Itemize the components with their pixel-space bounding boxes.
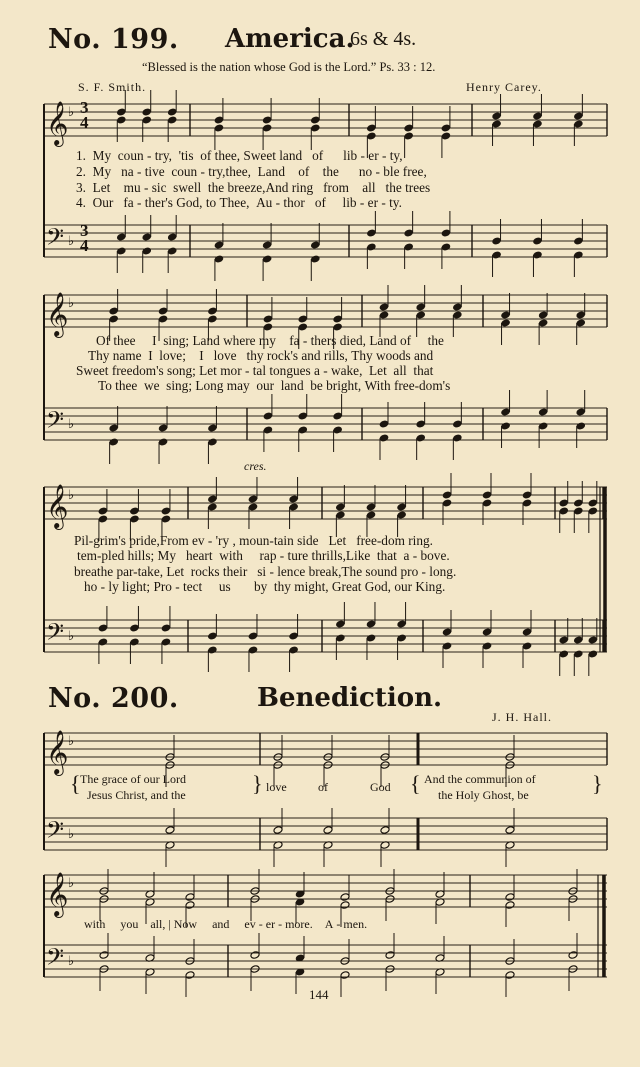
- note-alto-s3-5: [289, 503, 299, 529]
- note-treble-s1-0: [116, 90, 126, 116]
- note-bass-s2-4: [298, 426, 308, 452]
- note-treble-s2-5: [333, 297, 343, 323]
- time-signature-bass: 3 4: [80, 221, 89, 255]
- benediction-text-1a: The grace of our Lord: [80, 772, 186, 786]
- note-tenor-s3-7: [366, 602, 376, 628]
- note-bass-s3-1: [129, 638, 139, 664]
- note-bass-s3-5: [289, 646, 299, 672]
- note-alto-s3-10: [482, 499, 492, 525]
- brace-right-1: }: [592, 771, 603, 796]
- note-treble-s3-5: [289, 477, 299, 503]
- note-bass-s1-10: [532, 251, 542, 277]
- note-tenor-s3-8: [397, 602, 407, 628]
- note-bass-s2-7: [416, 434, 426, 460]
- key-flat-bass-b1: ♭: [68, 827, 75, 842]
- chant-note-tenor-l2-7: [435, 936, 445, 962]
- note-tenor-s3-5: [289, 614, 299, 640]
- chant-note-tenor-l1-2: [323, 808, 333, 834]
- note-treble-s2-1: [158, 289, 168, 315]
- note-tenor-s2-2: [207, 406, 217, 432]
- note-alto-s1-5: [310, 124, 320, 150]
- note-bass-s1-5: [310, 255, 320, 281]
- note-bass-s2-8: [452, 434, 462, 460]
- chant-note-bass-l1-0: [165, 841, 175, 867]
- page-number: 144: [309, 987, 329, 1002]
- note-alto-s1-4: [262, 124, 272, 150]
- hymn-199-music-credit: Henry Carey.: [466, 80, 542, 94]
- benediction-text-1c: And the communion of: [424, 772, 536, 786]
- note-bass-s1-6: [366, 243, 376, 269]
- chant-note-bass-l2-4: [295, 968, 305, 994]
- note-tenor-s3-10: [482, 610, 492, 636]
- note-alto-s1-0: [116, 116, 126, 142]
- chant-note-treble-l2-8: [505, 875, 515, 901]
- note-treble-s2-0: [109, 289, 119, 315]
- note-tenor-s1-1: [142, 215, 152, 241]
- note-alto-s1-2: [167, 116, 177, 142]
- chant-note-treble-l2-7: [435, 872, 445, 898]
- verse-4-line-2: To thee we sing; Long may our land be bright, With free-dom's: [98, 378, 451, 393]
- key-flat-bass-s2: ♭: [68, 417, 75, 432]
- note-tenor-s2-3: [263, 394, 273, 420]
- note-bass-s1-4: [262, 255, 272, 281]
- treble-clef-s2: 𝄞: [46, 292, 69, 336]
- note-alto-s3-4: [248, 503, 258, 529]
- note-tenor-s3-13: [573, 618, 583, 644]
- chant-note-alto-l2-8: [505, 901, 515, 927]
- note-bass-s2-2: [207, 438, 217, 464]
- staff-treble-s1: [44, 104, 607, 136]
- note-tenor-s3-4: [248, 614, 258, 640]
- note-treble-s2-6: [379, 285, 389, 311]
- verse-2-line-1: 2. My na - tive coun - try,thee, Land of the no - ble free,: [76, 164, 427, 179]
- verse-3-line-1: 3. Let mu - sic swell the breeze,And ring from all the trees: [76, 180, 431, 195]
- note-bass-s1-11: [573, 251, 583, 277]
- note-tenor-s3-0: [98, 606, 108, 632]
- hymn-199-words-credit: S. F. Smith.: [78, 80, 147, 94]
- treble-clef-s1: 𝄞: [46, 101, 69, 145]
- benediction-love: love: [266, 780, 287, 794]
- note-bass-s1-1: [142, 247, 152, 273]
- benediction-line-2: with you all, | Now and ev - er - more. A - men.: [84, 917, 368, 931]
- note-treble-s1-3: [214, 98, 224, 124]
- treble-clef-b2: 𝄞: [46, 872, 69, 916]
- note-tenor-s1-6: [366, 211, 376, 237]
- note-tenor-s3-12: [559, 618, 569, 644]
- note-bass-s1-0: [116, 247, 126, 273]
- chant-note-bass-l2-1: [145, 968, 155, 994]
- key-flat-treble-s2: ♭: [68, 296, 75, 311]
- note-alto-s3-3: [207, 503, 217, 529]
- note-alto-s1-7: [404, 132, 414, 158]
- note-treble-s3-3: [207, 477, 217, 503]
- hymn-200-title: Benediction.: [257, 683, 443, 713]
- note-bass-s2-5: [333, 426, 343, 452]
- staff-treble-s2: [44, 295, 607, 327]
- note-treble-s2-11: [576, 293, 586, 319]
- note-bass-s3-8: [397, 634, 407, 660]
- key-flat-bass-s1: ♭: [68, 234, 75, 249]
- note-alto-s1-10: [532, 120, 542, 146]
- key-flat-bass-s3: ♭: [68, 629, 75, 644]
- note-treble-s1-8: [441, 106, 451, 132]
- note-tenor-s2-1: [158, 406, 168, 432]
- note-bass-s1-9: [492, 251, 502, 277]
- verse-4-line-3: ho - ly light; Pro - tect us by thy might, Great God, our King.: [84, 579, 446, 594]
- key-flat-treble-b1: ♭: [68, 734, 75, 749]
- verse-2-line-3: tem-pled hills; My heart with rap - ture thrills,Like that a - bove.: [77, 548, 450, 563]
- chant-note-bass-l2-8: [505, 971, 515, 997]
- note-treble-s1-2: [167, 90, 177, 116]
- key-flat-treble-b2: ♭: [68, 876, 75, 891]
- note-tenor-s1-8: [441, 211, 451, 237]
- note-treble-s1-9: [492, 94, 502, 120]
- treble-clef-s3: 𝄞: [46, 484, 69, 528]
- note-tenor-s3-2: [161, 606, 171, 632]
- hymn-200-music-credit: J. H. Hall.: [492, 710, 552, 724]
- chant-note-tenor-l1-3: [380, 808, 390, 834]
- note-treble-s1-7: [404, 106, 414, 132]
- note-bass-s1-7: [404, 243, 414, 269]
- chant-note-tenor-l2-3: [250, 933, 260, 959]
- chant-note-bass-l1-2: [323, 841, 333, 867]
- note-bass-s2-10: [538, 422, 548, 448]
- verse-4-line-1: 4. Our fa - ther's God, to Thee, Au - thor of lib - er - ty.: [76, 195, 402, 210]
- note-treble-s3-9: [442, 473, 452, 499]
- note-treble-s3-1: [129, 489, 139, 515]
- note-tenor-s2-9: [501, 390, 511, 416]
- note-tenor-s1-0: [116, 215, 126, 241]
- note-alto-s1-3: [214, 124, 224, 150]
- time-signature-treble: 3 4: [80, 98, 89, 132]
- note-treble-s3-2: [161, 489, 171, 515]
- chant-note-treble-l2-1: [145, 872, 155, 898]
- note-alto-s3-9: [442, 499, 452, 525]
- note-tenor-s3-6: [335, 602, 345, 628]
- note-treble-s2-3: [263, 297, 273, 323]
- chant-note-alto-l2-7: [435, 898, 445, 924]
- hymn-199-scripture: “Blessed is the nation whose God is the Lord.” Ps. 33 : 12.: [142, 60, 436, 74]
- benediction-god: God: [370, 780, 391, 794]
- note-alto-s2-11: [576, 319, 586, 345]
- staff-bass-s1: [44, 221, 607, 257]
- note-treble-s1-11: [573, 94, 583, 120]
- verse-1-line-2: Of thee I sing; Land where my fa - thers died, Land of the: [96, 333, 444, 348]
- note-treble-s3-6: [335, 485, 345, 511]
- note-treble-s1-4: [262, 98, 272, 124]
- note-treble-s3-14: [588, 481, 598, 507]
- note-treble-s1-6: [366, 106, 376, 132]
- note-alto-s2-9: [501, 319, 511, 345]
- note-tenor-s2-5: [333, 394, 343, 420]
- staff-treble-b2: [44, 875, 607, 907]
- verse-3-line-2: Sweet freedom's song; Let mor - tal tongues a - wake, Let all that: [76, 363, 434, 378]
- note-alto-s1-8: [441, 132, 451, 158]
- note-tenor-s1-9: [492, 219, 502, 245]
- note-bass-s2-0: [109, 438, 119, 464]
- note-bass-s3-13: [573, 650, 583, 676]
- note-treble-s3-8: [397, 485, 407, 511]
- key-flat-treble-s1: ♭: [68, 105, 75, 120]
- bass-clef-b1: 𝄢: [46, 816, 65, 849]
- note-treble-s2-10: [538, 293, 548, 319]
- note-treble-s2-2: [207, 289, 217, 315]
- verse-3-line-3: breathe par-take, Let rocks their si - lence break,The sound pro - long.: [74, 564, 457, 579]
- note-alto-s3-12: [559, 507, 569, 533]
- benediction-of: of: [318, 780, 328, 794]
- chant-note-bass-l1-1: [273, 841, 283, 867]
- note-bass-s1-3: [214, 255, 224, 281]
- chant-note-tenor-l1-4: [505, 808, 515, 834]
- note-treble-s3-0: [98, 489, 108, 515]
- note-alto-s3-11: [522, 499, 532, 525]
- note-tenor-s3-14: [588, 618, 598, 644]
- note-tenor-s1-4: [262, 223, 272, 249]
- note-alto-s2-8: [452, 311, 462, 337]
- note-tenor-s2-6: [379, 402, 389, 428]
- note-tenor-s2-11: [576, 390, 586, 416]
- note-treble-s1-1: [142, 90, 152, 116]
- note-tenor-s1-2: [167, 215, 177, 241]
- note-treble-s2-4: [298, 297, 308, 323]
- note-bass-s3-2: [161, 638, 171, 664]
- note-bass-s3-3: [207, 646, 217, 672]
- note-bass-s3-10: [482, 642, 492, 668]
- note-treble-s1-10: [532, 94, 542, 120]
- chant-note-tenor-l1-0: [165, 808, 175, 834]
- chant-note-treble-l2-2: [185, 875, 195, 901]
- verse-2-line-2: Thy name I love; I love thy rock's and rills, Thy woods and: [88, 348, 434, 363]
- note-treble-s3-4: [248, 477, 258, 503]
- note-alto-s1-1: [142, 116, 152, 142]
- chant-note-bass-l2-7: [435, 968, 445, 994]
- note-tenor-s1-11: [573, 219, 583, 245]
- note-alto-s3-13: [573, 507, 583, 533]
- note-tenor-s1-7: [404, 211, 414, 237]
- note-tenor-s1-3: [214, 223, 224, 249]
- note-tenor-s3-3: [207, 614, 217, 640]
- hymn-200-number: No. 200.: [48, 683, 179, 714]
- chant-note-tenor-l2-4: [295, 936, 305, 962]
- brace-left-1: {: [70, 771, 81, 796]
- note-bass-s2-3: [263, 426, 273, 452]
- note-alto-s2-10: [538, 319, 548, 345]
- note-tenor-s1-5: [310, 223, 320, 249]
- chant-note-treble-l2-4: [295, 872, 305, 898]
- note-bass-s2-1: [158, 438, 168, 464]
- note-treble-s3-11: [522, 473, 532, 499]
- note-bass-s3-7: [366, 634, 376, 660]
- staff-bass-s2: [44, 408, 607, 440]
- note-tenor-s3-1: [129, 606, 139, 632]
- note-treble-s3-13: [573, 481, 583, 507]
- chant-note-bass-l1-4: [505, 841, 515, 867]
- note-bass-s2-9: [501, 422, 511, 448]
- note-tenor-s2-8: [452, 402, 462, 428]
- note-bass-s1-8: [441, 243, 451, 269]
- note-bass-s3-11: [522, 642, 532, 668]
- chant-note-bass-l1-3: [380, 841, 390, 867]
- note-treble-s2-9: [501, 293, 511, 319]
- bass-clef-b2: 𝄢: [46, 943, 65, 976]
- note-treble-s2-8: [452, 285, 462, 311]
- staff-bass-b1: [44, 818, 607, 850]
- benediction-text-1b: Jesus Christ, and the: [87, 788, 186, 802]
- note-tenor-s3-11: [522, 610, 532, 636]
- chant-note-tenor-l2-0: [99, 933, 109, 959]
- key-flat-treble-s3: ♭: [68, 488, 75, 503]
- verse-1-line-3: Pil-grim's pride,From ev - 'ry , moun-tain side Let free-dom ring.: [74, 533, 433, 548]
- treble-clef-b1: 𝄞: [46, 730, 69, 774]
- chant-note-treble-l2-5: [340, 875, 350, 901]
- bass-clef-s3: 𝄢: [46, 618, 65, 651]
- hymn-199-title: America.: [225, 24, 355, 54]
- note-alto-s1-9: [492, 120, 502, 146]
- note-treble-s3-12: [559, 481, 569, 507]
- note-tenor-s2-7: [416, 402, 426, 428]
- note-bass-s3-12: [559, 650, 569, 676]
- note-treble-s2-7: [416, 285, 426, 311]
- chant-note-bass-l2-5: [340, 971, 350, 997]
- benediction-text-1d: the Holy Ghost, be: [438, 788, 529, 802]
- note-bass-s3-4: [248, 646, 258, 672]
- hymn-199-meter: 6s & 4s.: [350, 28, 417, 50]
- note-bass-s3-6: [335, 634, 345, 660]
- note-tenor-s2-0: [109, 406, 119, 432]
- staff-bass-b2: [44, 945, 607, 977]
- note-bass-s3-0: [98, 638, 108, 664]
- note-treble-s1-5: [310, 98, 320, 124]
- crescendo-marking: cres.: [244, 459, 267, 473]
- note-tenor-s2-4: [298, 394, 308, 420]
- brace-mid-1: }: [252, 771, 263, 796]
- note-bass-s2-11: [576, 422, 586, 448]
- key-flat-bass-b2: ♭: [68, 954, 75, 969]
- note-treble-s3-10: [482, 473, 492, 499]
- brace-mid-2: {: [410, 771, 421, 796]
- note-tenor-s1-10: [532, 219, 542, 245]
- chant-note-tenor-l2-9: [568, 933, 578, 959]
- note-tenor-s2-10: [538, 390, 548, 416]
- chant-note-bass-l2-2: [185, 971, 195, 997]
- note-bass-s3-14: [588, 650, 598, 676]
- note-tenor-s3-9: [442, 610, 452, 636]
- bass-clef-s2: 𝄢: [46, 406, 65, 439]
- note-alto-s3-14: [588, 507, 598, 533]
- chant-note-tenor-l2-6: [385, 933, 395, 959]
- verse-1-line-1: 1. My coun - try, 'tis of thee, Sweet land of lib - er - ty,: [76, 148, 403, 163]
- note-treble-s3-7: [366, 485, 376, 511]
- note-bass-s2-6: [379, 434, 389, 460]
- hymn-199-number: No. 199.: [48, 24, 179, 55]
- chant-note-tenor-l1-1: [273, 808, 283, 834]
- chant-note-tenor-l2-1: [145, 936, 155, 962]
- note-alto-s1-11: [573, 120, 583, 146]
- note-bass-s3-9: [442, 642, 452, 668]
- note-bass-s1-2: [167, 247, 177, 273]
- bass-clef-s1: 𝄢: [46, 223, 65, 256]
